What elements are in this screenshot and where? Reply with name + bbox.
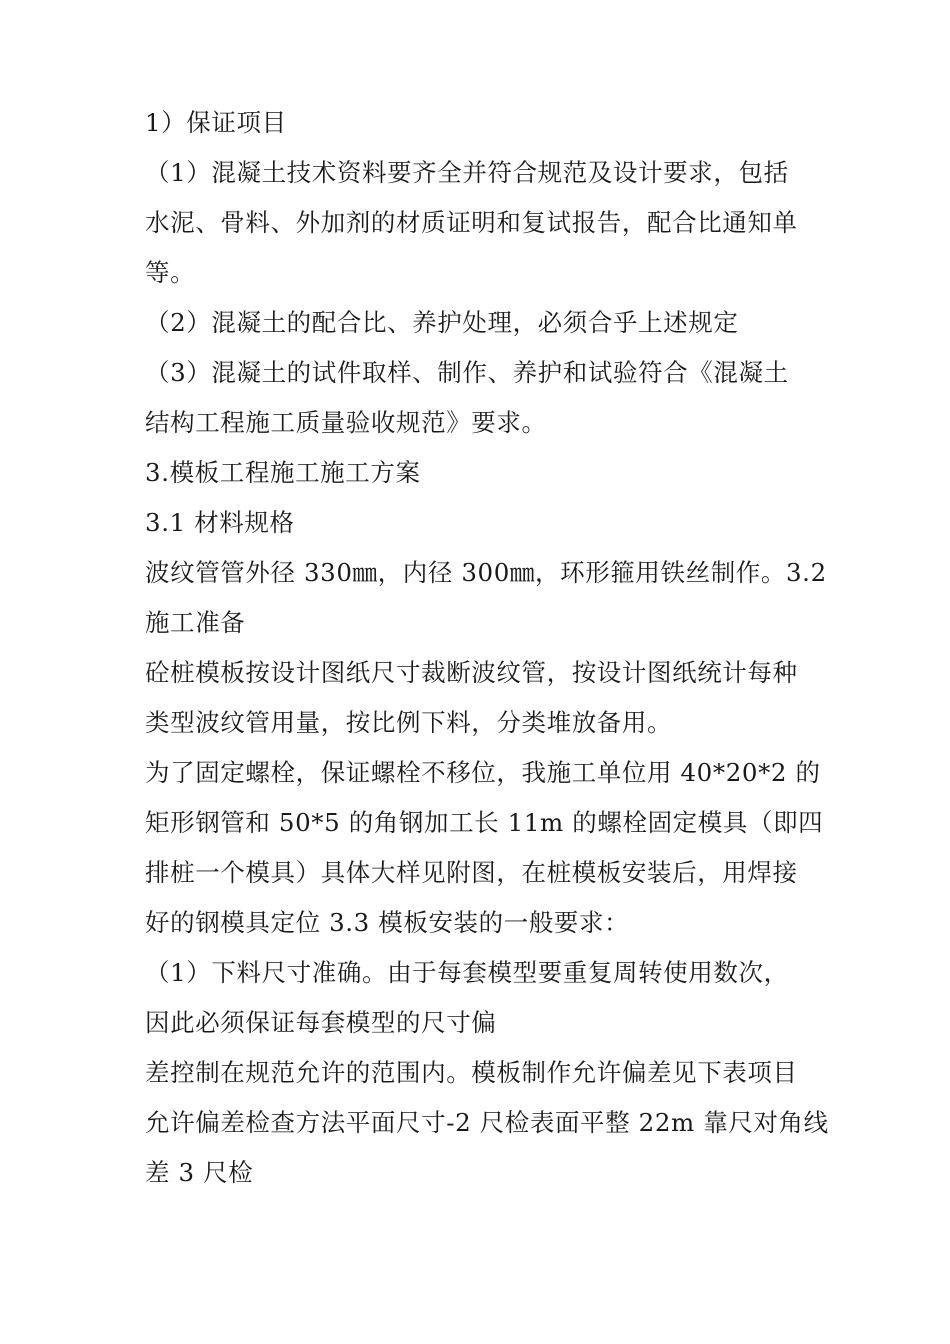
text-line: （1）下料尺寸准确。由于每套模型要重复周转使用数次， bbox=[145, 958, 789, 987]
text-line: 水泥、骨料、外加剂的材质证明和复试报告，配合比通知单 bbox=[145, 208, 798, 237]
text-line: 1）保证项目 bbox=[145, 108, 287, 137]
text-line: 差控制在规范允许的范围内。模板制作允许偏差见下表项目 bbox=[145, 1058, 798, 1087]
section-heading: 3.模板工程施工施工方案 bbox=[145, 458, 421, 487]
subsection-heading: 3.1 材料规格 bbox=[145, 508, 295, 537]
text-line: 等。 bbox=[145, 258, 196, 287]
text-line: （2）混凝土的配合比、养护处理，必须合乎上述规定 bbox=[145, 308, 739, 337]
document-body bbox=[145, 98, 829, 1198]
text-line: 砼桩模板按设计图纸尺寸裁断波纹管，按设计图纸统计每种 bbox=[145, 658, 798, 687]
text-line: （3）混凝土的试件取样、制作、养护和试验符合《混凝土 bbox=[145, 358, 789, 387]
text-line: 差 3 尺检 bbox=[145, 1158, 254, 1187]
text-line: 类型波纹管用量，按比例下料，分类堆放备用。 bbox=[145, 708, 673, 737]
text-line: 因此必须保证每套模型的尺寸偏 bbox=[145, 1008, 497, 1037]
text-line: 施工准备 bbox=[145, 608, 246, 637]
text-line: 矩形钢管和 50*5 的角钢加工长 11m 的螺栓固定模具（即四 bbox=[145, 808, 824, 837]
text-line: 为了固定螺栓，保证螺栓不移位，我施工单位用 40*20*2 的 bbox=[145, 758, 821, 787]
text-line: 波纹管管外径 330㎜，内径 300㎜，环形箍用铁丝制作。3.2 bbox=[145, 558, 827, 587]
text-line: 排桩一个模具）具体大样见附图，在桩模板安装后，用焊接 bbox=[145, 858, 798, 887]
text-line: 好的钢模具定位 3.3 模板安装的一般要求： bbox=[145, 908, 630, 937]
text-line: （1）混凝土技术资料要齐全并符合规范及设计要求，包括 bbox=[145, 158, 789, 187]
text-line: 允许偏差检查方法平面尺寸-2 尺检表面平整 22m 靠尺对角线 bbox=[145, 1108, 829, 1137]
text-line: 结构工程施工质量验收规范》要求。 bbox=[145, 408, 547, 437]
